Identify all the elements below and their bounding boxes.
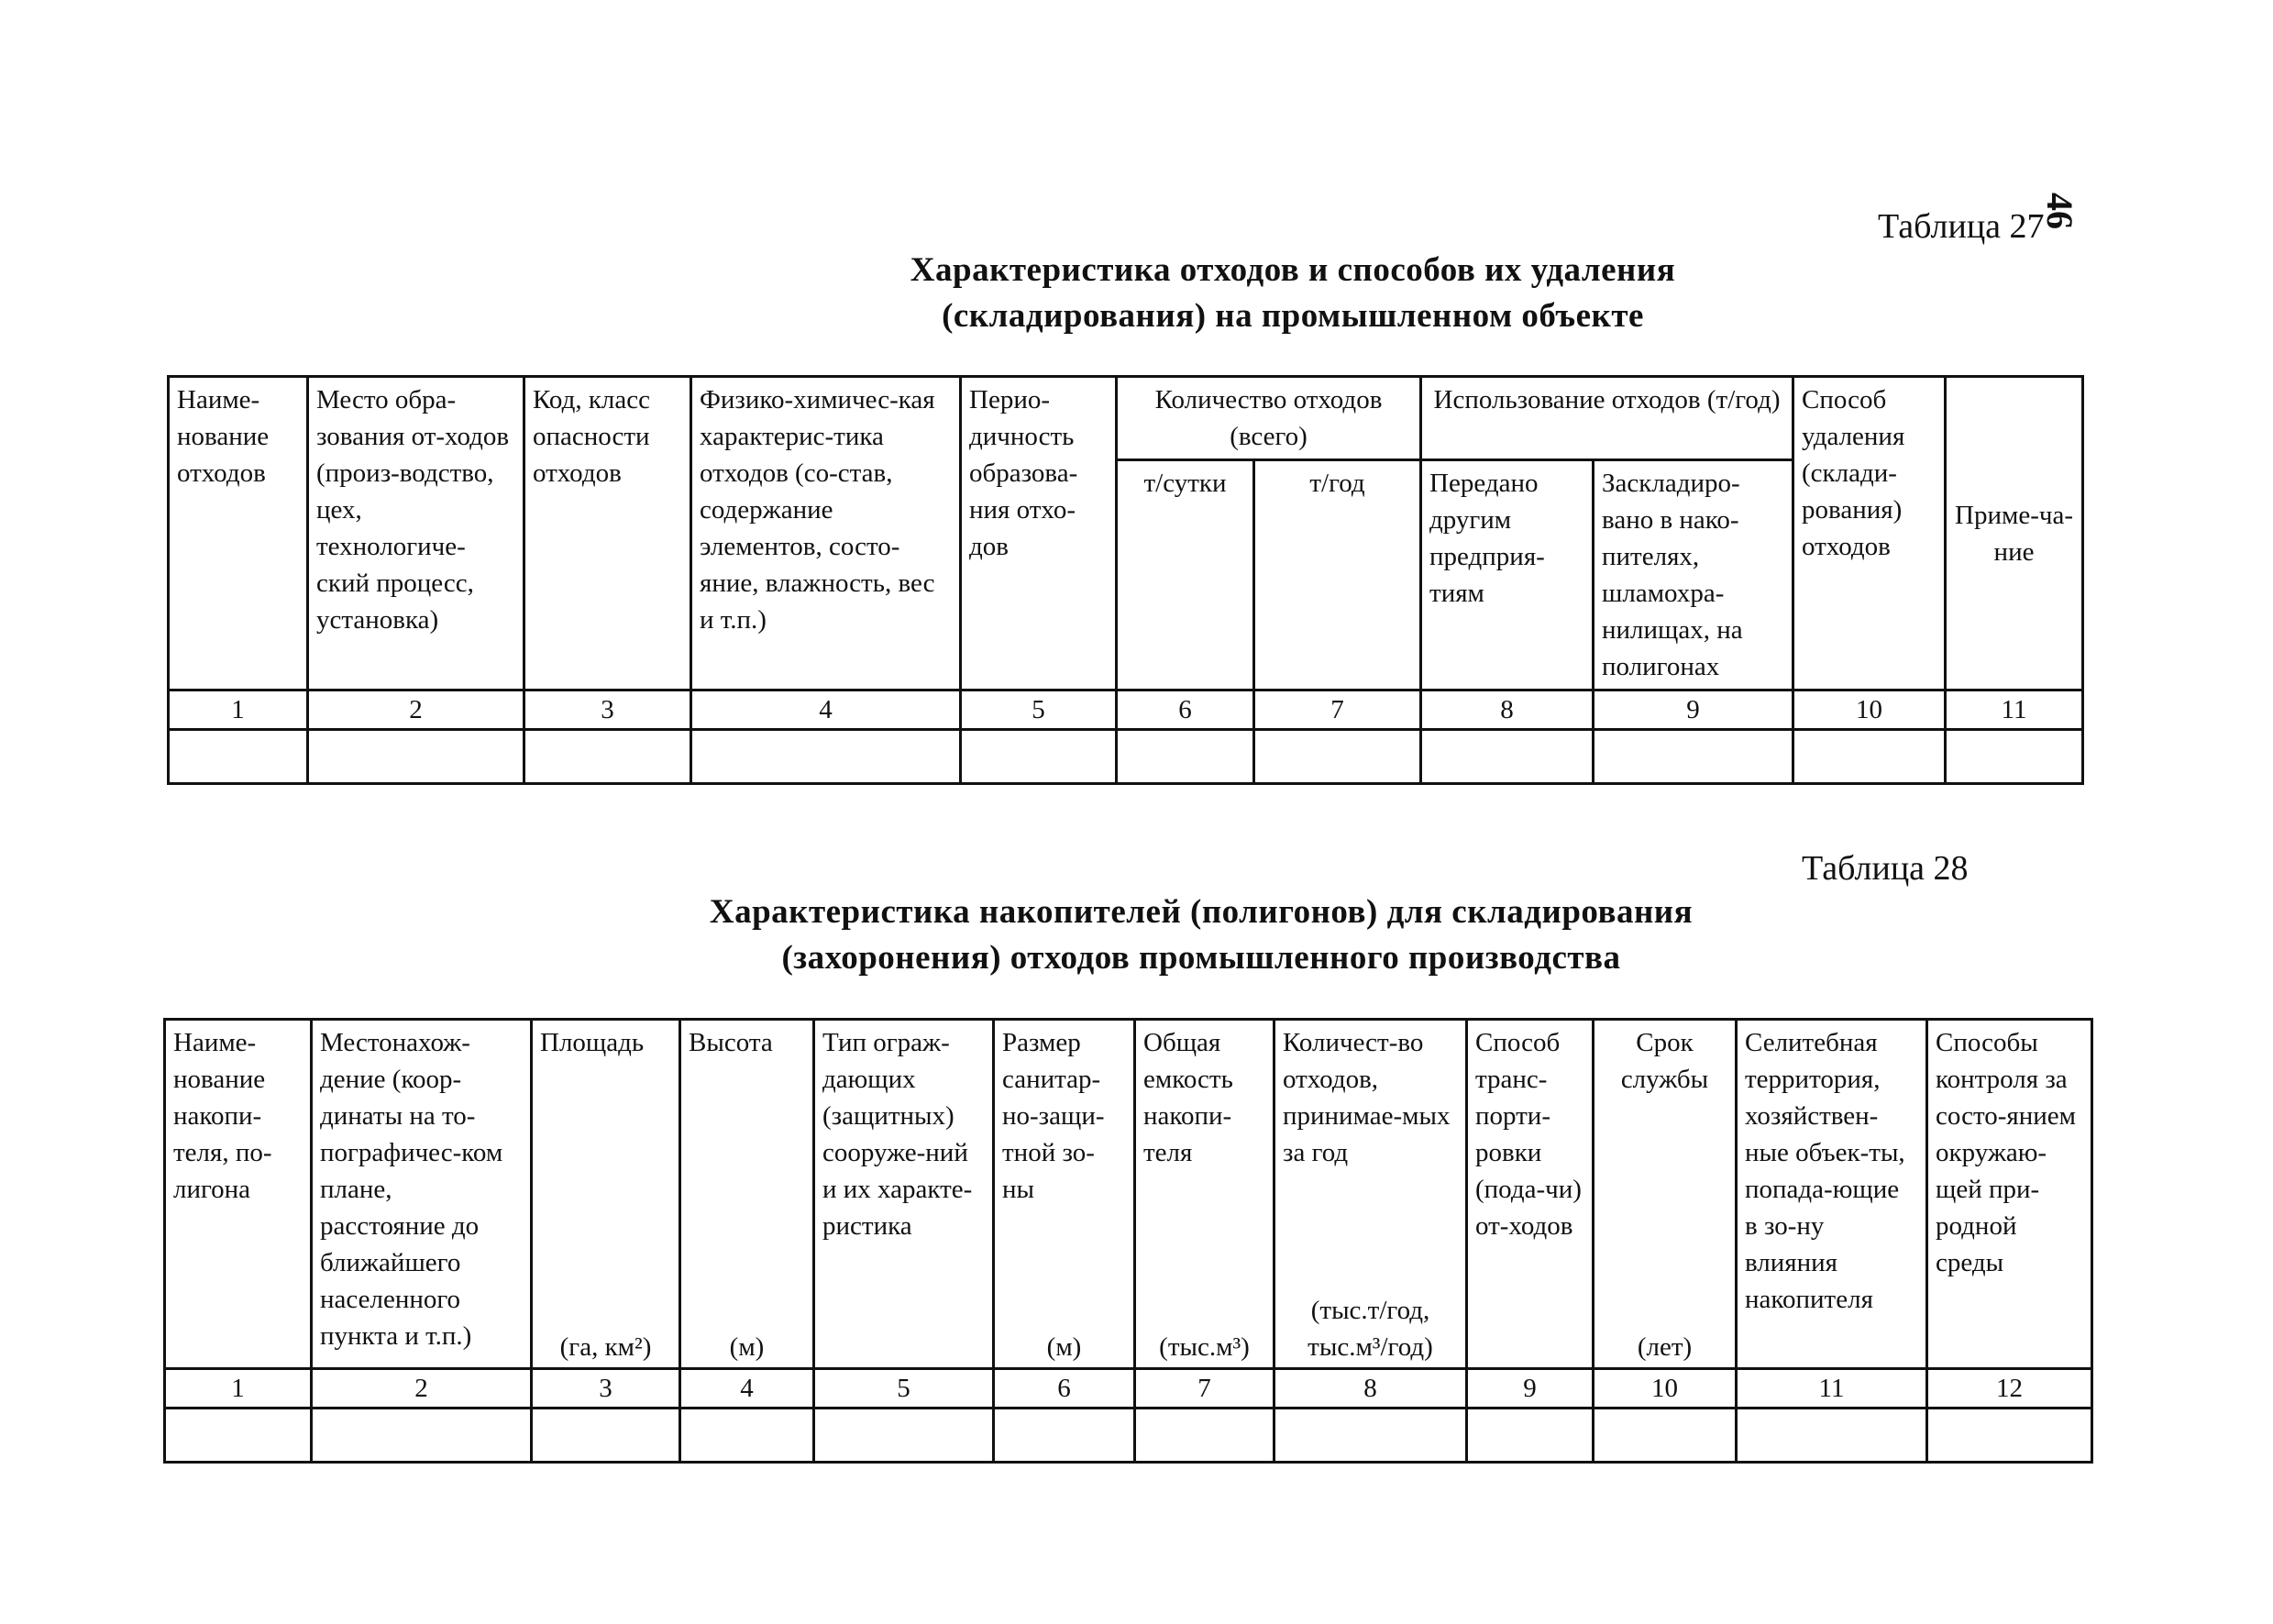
t28-header-height bbox=[680, 1020, 814, 1369]
table-cell bbox=[1254, 730, 1421, 784]
t27-col-number: 10 bbox=[1793, 690, 1946, 730]
table-cell bbox=[691, 730, 961, 784]
table-cell bbox=[994, 1409, 1135, 1463]
header-text: Способы контроля за состо-янием окружаю-щей при-родной среды bbox=[1936, 1028, 2077, 1277]
t27-header-note: Приме-ча-ние bbox=[1946, 377, 2083, 690]
t27-col-number: 3 bbox=[524, 690, 691, 730]
table-cell bbox=[532, 1409, 680, 1463]
header-unit: (лет) bbox=[1637, 1332, 1693, 1362]
t27-col-number: 9 bbox=[1594, 690, 1793, 730]
table-cell bbox=[1594, 1409, 1737, 1463]
header-unit: (тыс.т/год, тыс.м³/год) bbox=[1308, 1296, 1433, 1362]
header-text: Общая емкость накопи-теля bbox=[1143, 1028, 1233, 1167]
t27-header-physchem: Физико-химичес-кая характерис-тика отходов (со-став, содержание элементов, состо-яние, влажность, вес и т.п.) bbox=[691, 377, 961, 690]
t27-header-per-day: т/сутки bbox=[1117, 460, 1254, 690]
table-cell bbox=[1793, 730, 1946, 784]
t27-header-code: Код, класс опасности отходов bbox=[524, 377, 691, 690]
t28-header-annual-amount bbox=[1274, 1020, 1467, 1369]
t28-header-barrier-type bbox=[814, 1020, 994, 1369]
t28-col-number: 11 bbox=[1737, 1369, 1927, 1409]
table-cell bbox=[1274, 1409, 1467, 1463]
table-cell bbox=[1135, 1409, 1274, 1463]
t27-header-transferred: Передано другим предприя-тиям bbox=[1421, 460, 1594, 690]
header-unit: (м) bbox=[1046, 1332, 1082, 1362]
table-cell bbox=[524, 730, 691, 784]
t28-empty-row bbox=[165, 1409, 2092, 1463]
t27-col-number: 11 bbox=[1946, 690, 2083, 730]
t28-col-number: 4 bbox=[680, 1369, 814, 1409]
t27-col-number: 4 bbox=[691, 690, 961, 730]
t28-col-number: 8 bbox=[1274, 1369, 1467, 1409]
table28-title bbox=[568, 889, 1834, 981]
header-unit: (тыс.м³) bbox=[1159, 1332, 1250, 1362]
table-cell bbox=[680, 1409, 814, 1463]
table-cell bbox=[1946, 730, 2083, 784]
t27-header-usage-group: Использование отходов (т/год) bbox=[1421, 377, 1793, 460]
table-cell bbox=[308, 730, 524, 784]
table28-title-line2: (захоронения) отходов промышленного производства bbox=[781, 939, 1621, 977]
header-text: Местонахож-дение (коор-динаты на то-пографичес-ком плане, расстояние до ближайшего населенного пункта и т.п.) bbox=[320, 1028, 503, 1351]
t27-header-quantity-group: Количество отходов (всего) bbox=[1117, 377, 1421, 460]
header-text: Срок службы bbox=[1620, 1028, 1709, 1094]
t27-header-origin: Место обра-зования от-ходов (произ-водство, цех, технологиче-ский процесс, установка) bbox=[308, 377, 524, 690]
t28-col-number: 1 bbox=[165, 1369, 312, 1409]
t27-col-number: 6 bbox=[1117, 690, 1254, 730]
t28-number-row bbox=[165, 1369, 2092, 1409]
t27-header-per-year: т/год bbox=[1254, 460, 1421, 690]
table-cell bbox=[1421, 730, 1594, 784]
t28-col-number: 5 bbox=[814, 1369, 994, 1409]
table27-title bbox=[697, 248, 1889, 339]
table27-title-line2: (складирования) на промышленном объекте bbox=[942, 297, 1644, 335]
header-text: Высота bbox=[689, 1028, 773, 1057]
table-cell bbox=[1594, 730, 1793, 784]
t27-header-removal-method: Способ удаления (склади-рования) отходов bbox=[1793, 377, 1946, 690]
t28-col-number: 6 bbox=[994, 1369, 1135, 1409]
table-cell bbox=[961, 730, 1117, 784]
header-text: Тип ограж-дающих (защитных) сооруже-ний и их характе-ристика bbox=[822, 1028, 973, 1241]
table-cell bbox=[1737, 1409, 1927, 1463]
t28-header-area bbox=[532, 1020, 680, 1369]
t28-col-number: 7 bbox=[1135, 1369, 1274, 1409]
header-text: Способ транс-порти-ровки (пода-чи) от-ходов bbox=[1475, 1028, 1582, 1241]
t28-col-number: 10 bbox=[1594, 1369, 1737, 1409]
header-text: Наиме-нование накопи-теля, по-лигона bbox=[173, 1028, 272, 1204]
page-number: 46 bbox=[2039, 193, 2080, 229]
t27-header-name: Наиме-нование отходов bbox=[169, 377, 308, 690]
t28-col-number: 2 bbox=[312, 1369, 532, 1409]
t28-header-capacity bbox=[1135, 1020, 1274, 1369]
header-text: Селитебная территория, хозяйствен-ные объек-ты, попада-ющие в зо-ну влияния накопителя bbox=[1745, 1028, 1905, 1314]
t27-header-periodicity: Перио-дичность образова-ния отхо-дов bbox=[961, 377, 1117, 690]
t28-header-name bbox=[165, 1020, 312, 1369]
t27-number-row bbox=[169, 690, 2083, 730]
table28-title-line1: Характеристика накопителей (полигонов) для складирования bbox=[709, 893, 1694, 931]
t28-header-sanitary-zone bbox=[994, 1020, 1135, 1369]
t28-header-location bbox=[312, 1020, 532, 1369]
header-text: Площадь bbox=[540, 1028, 645, 1057]
t28-header-residential bbox=[1737, 1020, 1927, 1369]
t28-header-monitoring bbox=[1927, 1020, 2092, 1369]
table28 bbox=[163, 1018, 2093, 1464]
table28-label: Таблица 28 bbox=[1802, 849, 1969, 888]
table-cell bbox=[814, 1409, 994, 1463]
t27-col-number: 1 bbox=[169, 690, 308, 730]
table-cell bbox=[165, 1409, 312, 1463]
table27 bbox=[167, 375, 2084, 785]
table-cell bbox=[1927, 1409, 2092, 1463]
header-text: Размер санитар-но-защи-тной зо-ны bbox=[1002, 1028, 1105, 1204]
table27-title-line1: Характеристика отходов и способов их удаления bbox=[910, 251, 1676, 289]
t27-col-number: 8 bbox=[1421, 690, 1594, 730]
t28-col-number: 12 bbox=[1927, 1369, 2092, 1409]
t28-col-number: 3 bbox=[532, 1369, 680, 1409]
t28-col-number: 9 bbox=[1467, 1369, 1594, 1409]
table-cell bbox=[1467, 1409, 1594, 1463]
header-text: Количест-во отходов, принимае-мых за год bbox=[1283, 1028, 1451, 1167]
t27-col-number: 5 bbox=[961, 690, 1117, 730]
t27-col-number: 2 bbox=[308, 690, 524, 730]
t27-col-number: 7 bbox=[1254, 690, 1421, 730]
table-cell bbox=[1117, 730, 1254, 784]
t27-empty-row bbox=[169, 730, 2083, 784]
t27-header-stored: Заскладиро-вано в нако-пителях, шламохра-нилищах, на полигонах bbox=[1594, 460, 1793, 690]
t28-header-transport bbox=[1467, 1020, 1594, 1369]
header-unit: (м) bbox=[729, 1332, 765, 1362]
table27-label: Таблица 27 bbox=[1878, 207, 2045, 246]
header-unit: (га, км²) bbox=[559, 1332, 652, 1362]
table-cell bbox=[312, 1409, 532, 1463]
t28-header-service-life bbox=[1594, 1020, 1737, 1369]
table-cell bbox=[169, 730, 308, 784]
